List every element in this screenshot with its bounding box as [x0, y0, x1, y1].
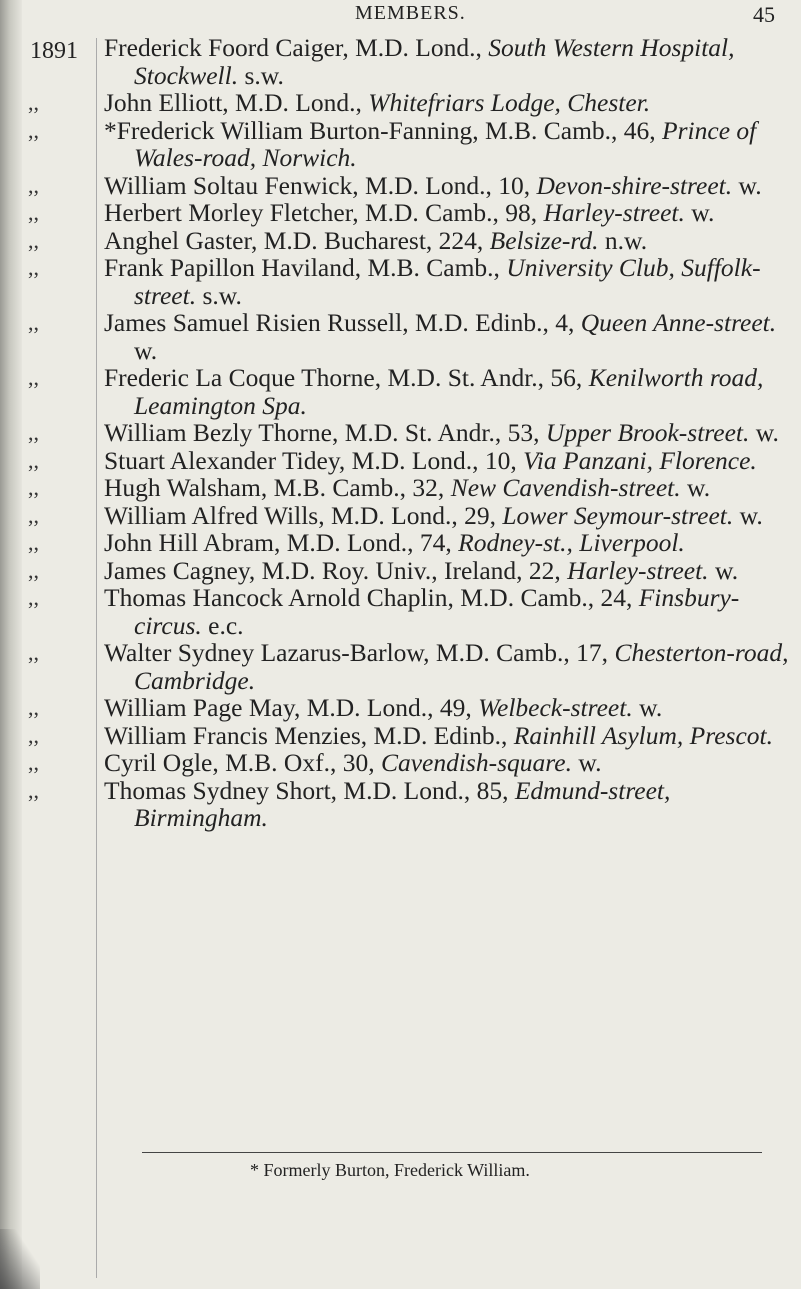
ditto-mark: ,,	[28, 557, 39, 583]
ditto-mark: ,,	[28, 447, 39, 473]
member-address: Cavendish-square.	[380, 748, 572, 777]
member-name-degree: Stuart Alexander Tidey, M.D. Lond., 10,	[104, 445, 524, 475]
member-entry	[28, 775, 794, 832]
page-corner-shadow	[0, 1229, 40, 1289]
postal-district: e.c.	[201, 610, 244, 640]
postal-district: w.	[732, 170, 762, 200]
ditto-mark: ,,	[28, 90, 39, 115]
member-address: Edmund-street, Birmingham.	[134, 775, 671, 832]
member-address: University Club, Suffolk-street.	[134, 253, 761, 310]
member-name-degree: Thomas Hancock Arnold Chaplin, M.D. Camb., 24,	[104, 583, 639, 612]
footnote-rule	[142, 1152, 762, 1153]
margin-rule	[96, 38, 97, 1278]
member-entry	[28, 720, 794, 750]
member-entry	[28, 170, 794, 200]
postal-district: w.	[708, 555, 739, 585]
member-name-degree: Thomas Sydney Short, M.D. Lond., 85,	[104, 775, 515, 805]
member-name-degree: Hugh Walsham, M.B. Camb., 32,	[104, 473, 451, 502]
member-address: Via Panzani, Florence.	[523, 445, 757, 475]
member-entry	[28, 253, 794, 310]
postal-district: w.	[733, 500, 763, 530]
member-name-degree: William Bezly Thorne, M.D. St. Andr., 53,	[104, 418, 546, 447]
member-name-degree: Frederic La Coque Thorne, M.D. St. Andr., 56,	[104, 363, 589, 392]
member-address: Devon-shire-street.	[536, 170, 733, 200]
postal-district: w.	[134, 335, 158, 365]
member-address: Harley-street.	[567, 555, 709, 585]
ditto-mark: ,,	[28, 117, 39, 143]
member-address: Queen Anne-street.	[580, 308, 777, 337]
ditto-mark: ,,	[28, 750, 39, 775]
member-name-degree: John Hill Abram, M.D. Lond., 74,	[104, 528, 459, 557]
member-address: Lower Seymour-street.	[502, 500, 734, 530]
member-entry	[28, 308, 794, 365]
ditto-mark: ,,	[28, 722, 39, 748]
ditto-mark: ,,	[28, 255, 39, 280]
ditto-mark: ,,	[28, 475, 39, 500]
member-entry	[28, 418, 794, 447]
member-entry	[28, 198, 794, 227]
member-entry	[28, 473, 794, 502]
postal-district: s.w.	[196, 280, 242, 310]
ditto-mark: ,,	[28, 640, 39, 665]
member-entry	[28, 693, 794, 722]
member-name-degree: John Elliott, M.D. Lond.,	[104, 88, 369, 117]
member-entry	[28, 555, 794, 585]
member-address: Welbeck-street.	[478, 693, 633, 722]
member-entry	[28, 88, 794, 117]
member-entry	[28, 748, 794, 777]
member-entry	[28, 225, 794, 255]
ditto-mark: ,,	[28, 777, 39, 803]
postal-district: w.	[684, 198, 715, 227]
member-name-degree: *Frederick William Burton-Fanning, M.B. Camb., 46,	[104, 115, 663, 145]
page-binding-edge	[0, 0, 22, 1289]
member-address: Whitefriars Lodge, Chester.	[368, 88, 651, 117]
member-name-degree: Herbert Morley Fletcher, M.D. Camb., 98,	[104, 198, 544, 227]
member-entry	[28, 363, 794, 420]
ditto-mark: ,,	[28, 695, 39, 720]
member-name-degree: Frederick Foord Caiger, M.D. Lond.,	[104, 33, 489, 62]
member-address: Belsize-rd.	[489, 225, 599, 255]
member-entry	[28, 115, 794, 172]
ditto-mark: ,,	[28, 200, 39, 225]
member-name-degree: William Soltau Fenwick, M.D. Lond., 10,	[104, 170, 537, 200]
running-title: MEMBERS.	[355, 2, 466, 24]
member-address: Upper Brook-street.	[545, 418, 750, 447]
running-head	[0, 2, 801, 30]
member-address: Prince of Wales-road, Norwich.	[134, 115, 757, 172]
member-name-degree: William Francis Menzies, M.D. Edinb.,	[104, 720, 514, 750]
member-entry	[28, 638, 794, 695]
member-entry	[28, 500, 794, 530]
member-entry	[28, 528, 794, 557]
member-name-degree: Anghel Gaster, M.D. Bucharest, 224,	[104, 225, 490, 255]
member-name-degree: Cyril Ogle, M.B. Oxf., 30,	[104, 748, 381, 777]
member-name-degree: Walter Sydney Lazarus-Barlow, M.D. Camb., 17,	[104, 638, 615, 667]
member-address: Rainhill Asylum, Prescot.	[513, 720, 773, 750]
ditto-mark: ,,	[28, 530, 39, 555]
member-address: South Western Hospital, Stockwell.	[134, 33, 735, 90]
member-address: Harley-street.	[543, 198, 685, 227]
postal-district: n.w.	[598, 225, 648, 255]
member-address: Chesterton-road, Cambridge.	[134, 638, 789, 695]
member-name-degree: James Samuel Risien Russell, M.D. Edinb., 4,	[104, 308, 581, 337]
member-entry	[104, 34, 794, 89]
member-name-degree: James Cagney, M.D. Roy. Univ., Ireland, 22,	[104, 555, 568, 585]
member-name-degree: William Alfred Wills, M.D. Lond., 29,	[104, 500, 503, 530]
member-entry	[28, 445, 794, 475]
member-address: New Cavendish-street.	[450, 473, 681, 502]
member-entry	[28, 583, 794, 640]
ditto-mark: ,,	[28, 172, 39, 198]
ditto-mark: ,,	[28, 310, 39, 335]
ditto-mark: ,,	[28, 420, 39, 445]
ditto-mark: ,,	[28, 502, 39, 528]
member-name-degree: Frank Papillon Haviland, M.B. Camb.,	[104, 253, 507, 282]
postal-district: w.	[749, 418, 779, 447]
member-name-degree: William Page May, M.D. Lond., 49,	[104, 693, 479, 722]
page-number: 45	[753, 2, 775, 27]
ditto-mark: ,,	[28, 585, 39, 610]
year-label: 1891	[30, 38, 78, 64]
member-address: Finsbury-circus.	[134, 583, 740, 640]
postal-district: s.w.	[238, 60, 284, 90]
ditto-mark: ,,	[28, 227, 39, 253]
postal-district: w.	[571, 748, 602, 777]
member-address: Rodney-st., Liverpool.	[458, 528, 685, 557]
footnote: * Formerly Burton, Frederick William.	[250, 1160, 530, 1180]
member-address: Kenilworth road, Leamington Spa.	[134, 363, 764, 420]
ditto-mark: ,,	[28, 365, 39, 390]
postal-district: w.	[680, 473, 711, 502]
postal-district: w.	[632, 693, 663, 722]
